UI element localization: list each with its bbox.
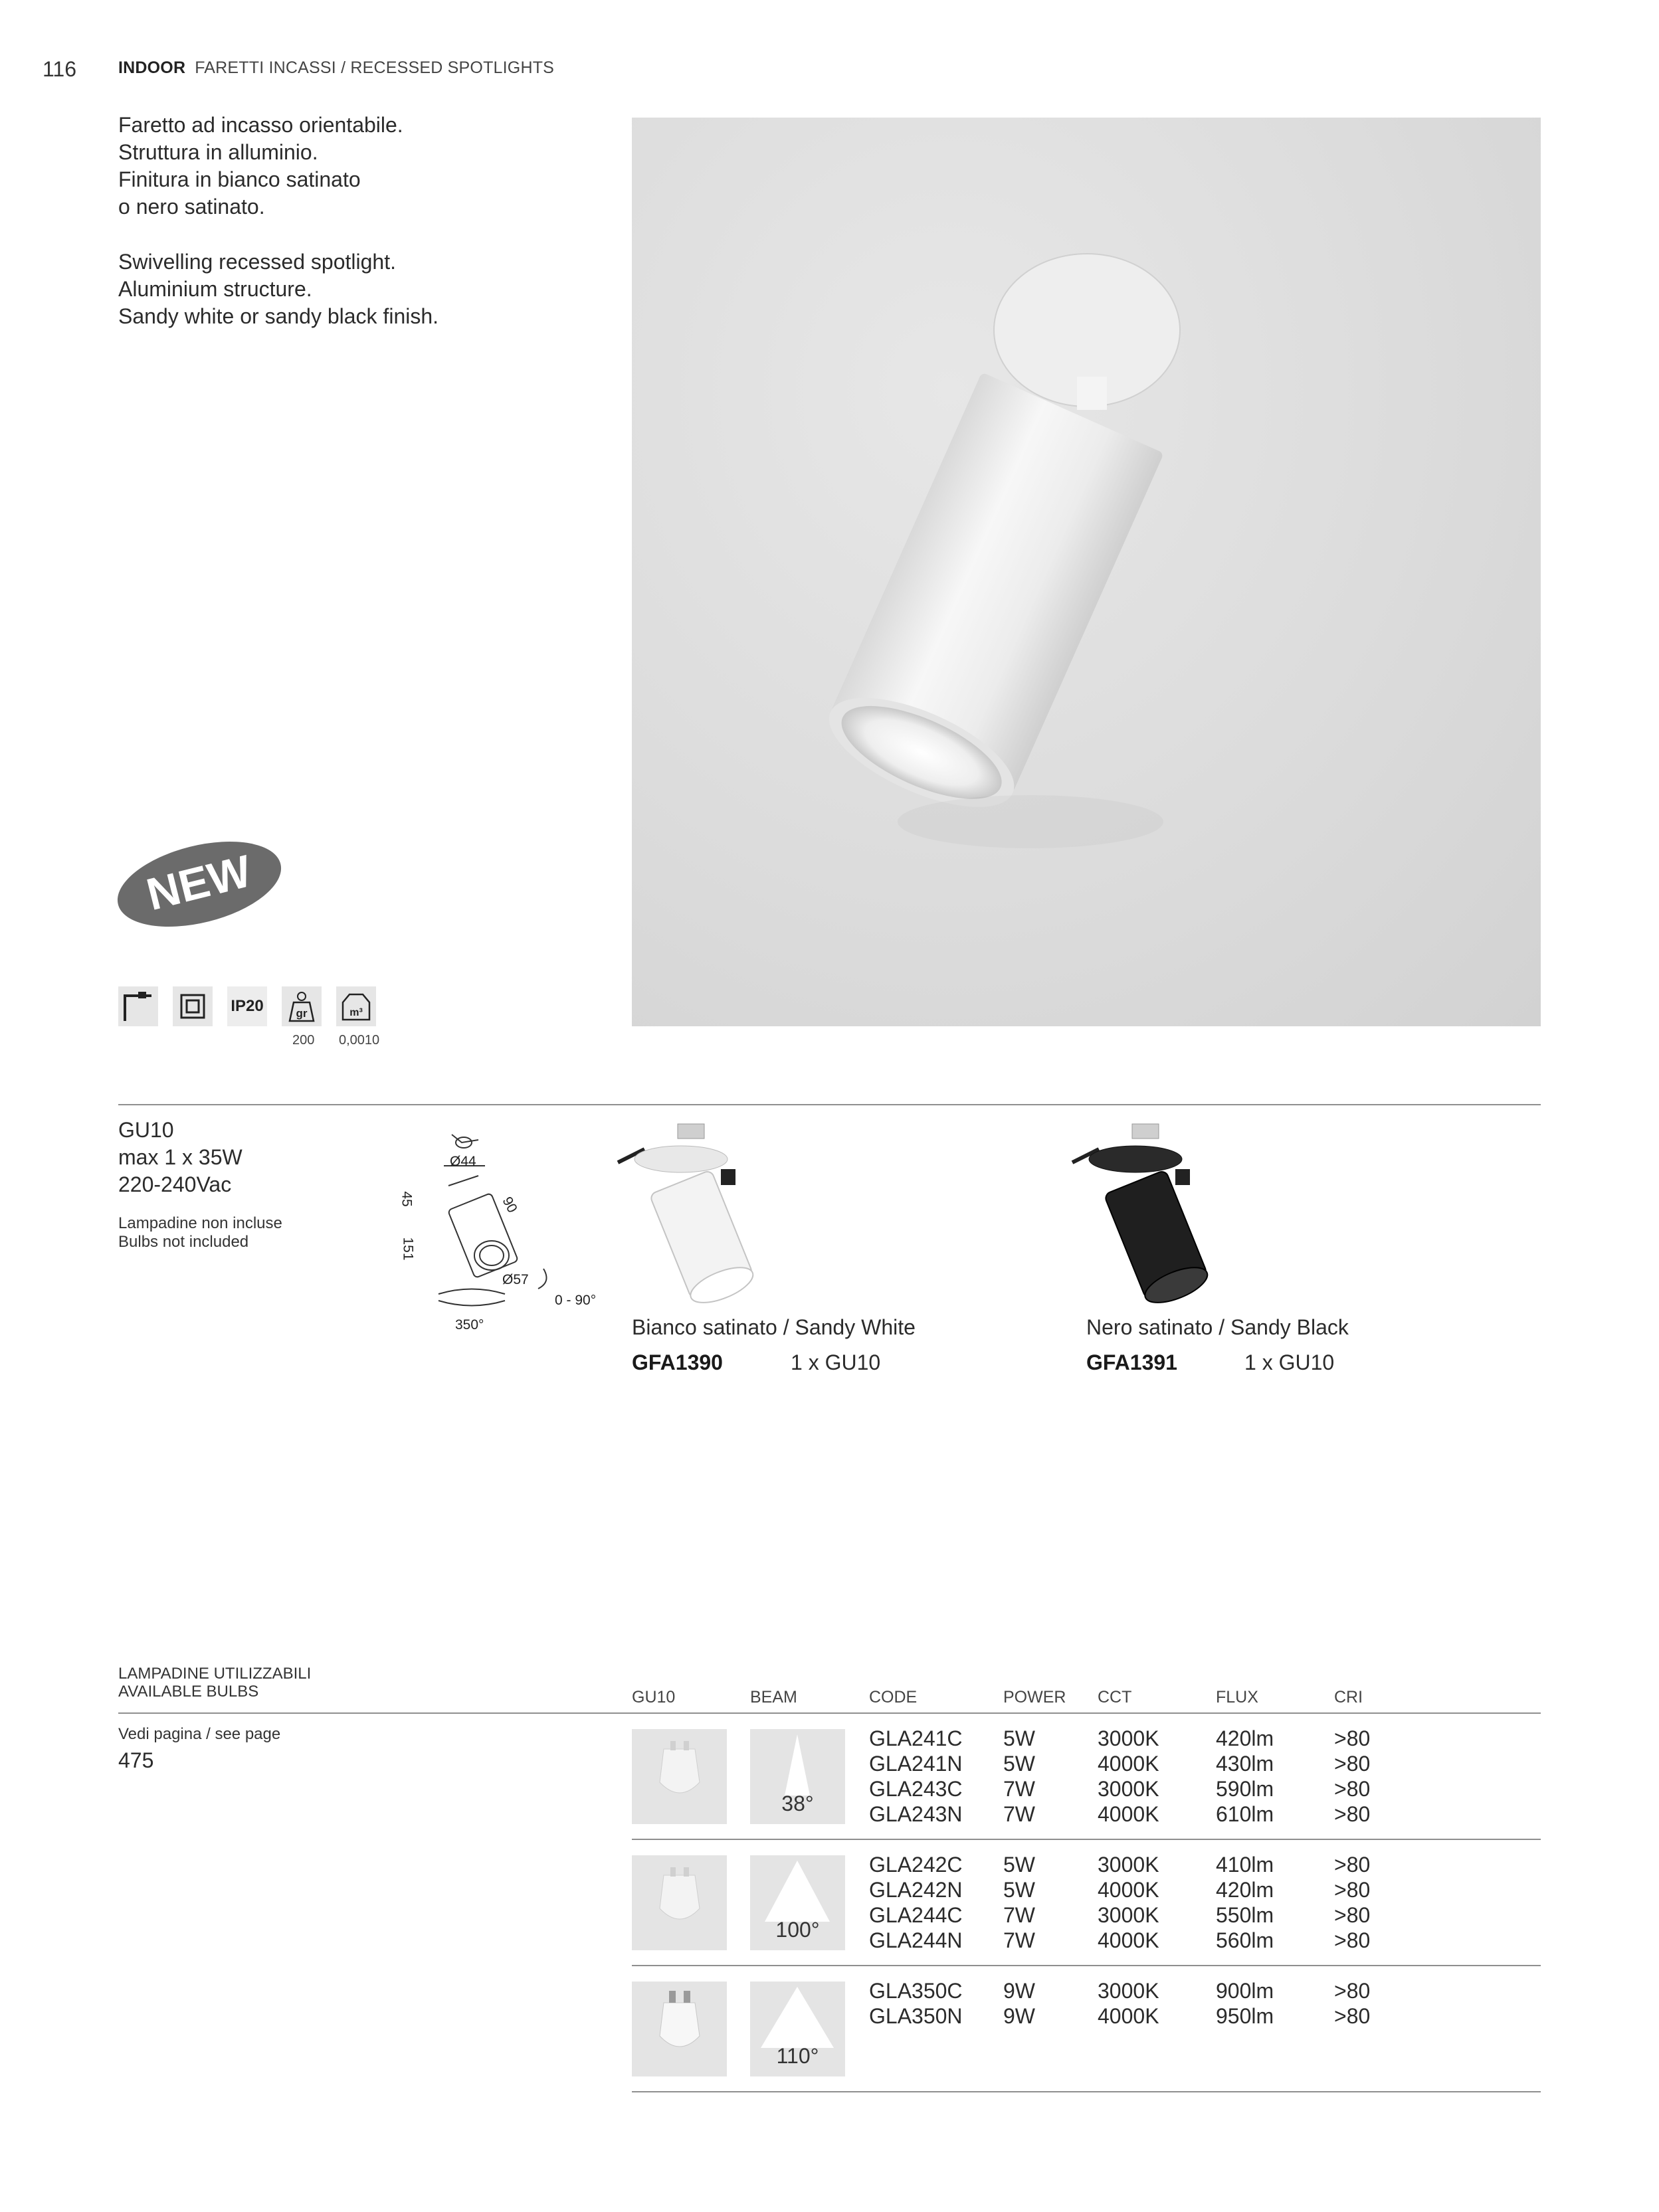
page-number: 116 [43,57,77,81]
col-header-cct: CCT [1098,1688,1132,1706]
spec-socket: GU10 [118,1118,174,1142]
table-bottom-divider [632,2091,1541,2092]
section-title: INDOOR [118,58,186,77]
dim-height-total: 151 [400,1237,416,1261]
dim-tilt: 0 - 90° [555,1293,597,1308]
dim-height-top: 45 [399,1191,415,1207]
beam-angle: 110° [776,2044,819,2068]
see-page-number: 475 [118,1748,154,1772]
product-black-finish: Nero satinato / Sandy Black [1086,1315,1349,1339]
dim-diameter: Ø57 [502,1272,529,1287]
product-black-image [1059,1116,1232,1309]
product-white-image [605,1116,777,1309]
bulb-cri: >80 >80 [1334,1979,1371,2028]
spec-voltage: 220-240Vac [118,1172,232,1196]
bulbs-note-english: Bulbs not included [118,1233,249,1251]
technical-drawing [385,1123,611,1342]
recessed-mount-icon [118,986,158,1026]
product-white-lamp: 1 x GU10 [791,1350,881,1374]
col-header-cri: CRI [1334,1688,1363,1706]
volume-value: 0,0010 [339,1033,380,1048]
weight-icon-text: gr [296,1007,308,1020]
col-header-gu10: GU10 [632,1688,676,1706]
beam-angle: 38° [781,1792,814,1815]
bulbs-title-italian: LAMPADINE UTILIZZABILI [118,1665,312,1683]
volume-icon [336,986,376,1026]
bulb-flux: 420lm 430lm 590lm 610lm [1216,1726,1274,1826]
bulb-flux: 410lm 420lm 550lm 560lm [1216,1853,1274,1952]
section-subtitle: FARETTI INCASSI / RECESSED SPOTLIGHTS [195,58,555,77]
description-english: Swivelling recessed spotlight. Aluminium structure. Sandy white or sandy black finish. [118,250,439,328]
product-black-lamp: 1 x GU10 [1244,1350,1335,1374]
section-divider [118,1104,1541,1105]
new-badge-text: NEW [142,845,256,921]
bulbs-title-english: AVAILABLE BULBS [118,1683,259,1701]
bulb-codes: GLA350C GLA350N [869,1979,963,2028]
beam-diagram [750,1855,845,1950]
beam-diagram [750,1729,845,1824]
bulb-cri: >80 >80 >80 >80 [1334,1853,1371,1952]
bulb-image [632,1855,727,1950]
product-white-finish: Bianco satinato / Sandy White [632,1315,916,1339]
bulb-power: 5W 5W 7W 7W [1003,1726,1035,1826]
volume-icon-text: m³ [349,1007,363,1018]
spec-max-power: max 1 x 35W [118,1145,243,1169]
dim-length: 90 [499,1194,520,1216]
col-header-power: POWER [1003,1688,1066,1706]
bulbs-note-italian: Lampadine non incluse [118,1214,282,1232]
dim-rotation: 350° [455,1317,484,1333]
bulb-flux: 900lm 950lm [1216,1979,1274,2028]
bulb-cct: 3000K 4000K 3000K 4000K [1098,1726,1159,1826]
bulb-cri: >80 >80 >80 >80 [1334,1726,1371,1826]
dim-cutout: Ø44 [450,1154,476,1169]
beam-angle: 100° [775,1918,820,1942]
bulb-cct: 3000K 4000K 3000K 4000K [1098,1853,1159,1952]
bulb-codes: GLA241C GLA241N GLA243C GLA243N [869,1726,963,1826]
weight-icon [282,986,322,1026]
product-black-code: GFA1391 [1086,1350,1177,1374]
see-page-label: Vedi pagina / see page [118,1725,281,1743]
ip-rating-icon: IP20 [227,986,267,1026]
bulb-power: 9W 9W [1003,1979,1035,2028]
product-white-code: GFA1390 [632,1350,723,1374]
bulb-cct: 3000K 4000K [1098,1979,1159,2028]
new-badge [114,840,284,929]
certification-icons [118,986,376,1027]
page-header [118,58,554,78]
bulb-image [632,1982,727,2076]
row-divider [632,1965,1541,1966]
product-photo [632,118,1541,1026]
row-divider [632,1839,1541,1840]
bulb-image [632,1729,727,1824]
beam-diagram [750,1982,845,2076]
table-header-divider [118,1712,1541,1714]
weight-value: 200 [292,1033,315,1048]
bulb-codes: GLA242C GLA242N GLA244C GLA244N [869,1853,963,1952]
col-header-code: CODE [869,1688,918,1706]
col-header-beam: BEAM [750,1688,797,1706]
col-header-flux: FLUX [1216,1688,1258,1706]
description-italian: Faretto ad incasso orientabile. Struttura in alluminio. Finitura in bianco satinato o nero satinato. [118,113,403,219]
class-ii-insulation-icon [173,986,213,1026]
bulb-power: 5W 5W 7W 7W [1003,1853,1035,1952]
